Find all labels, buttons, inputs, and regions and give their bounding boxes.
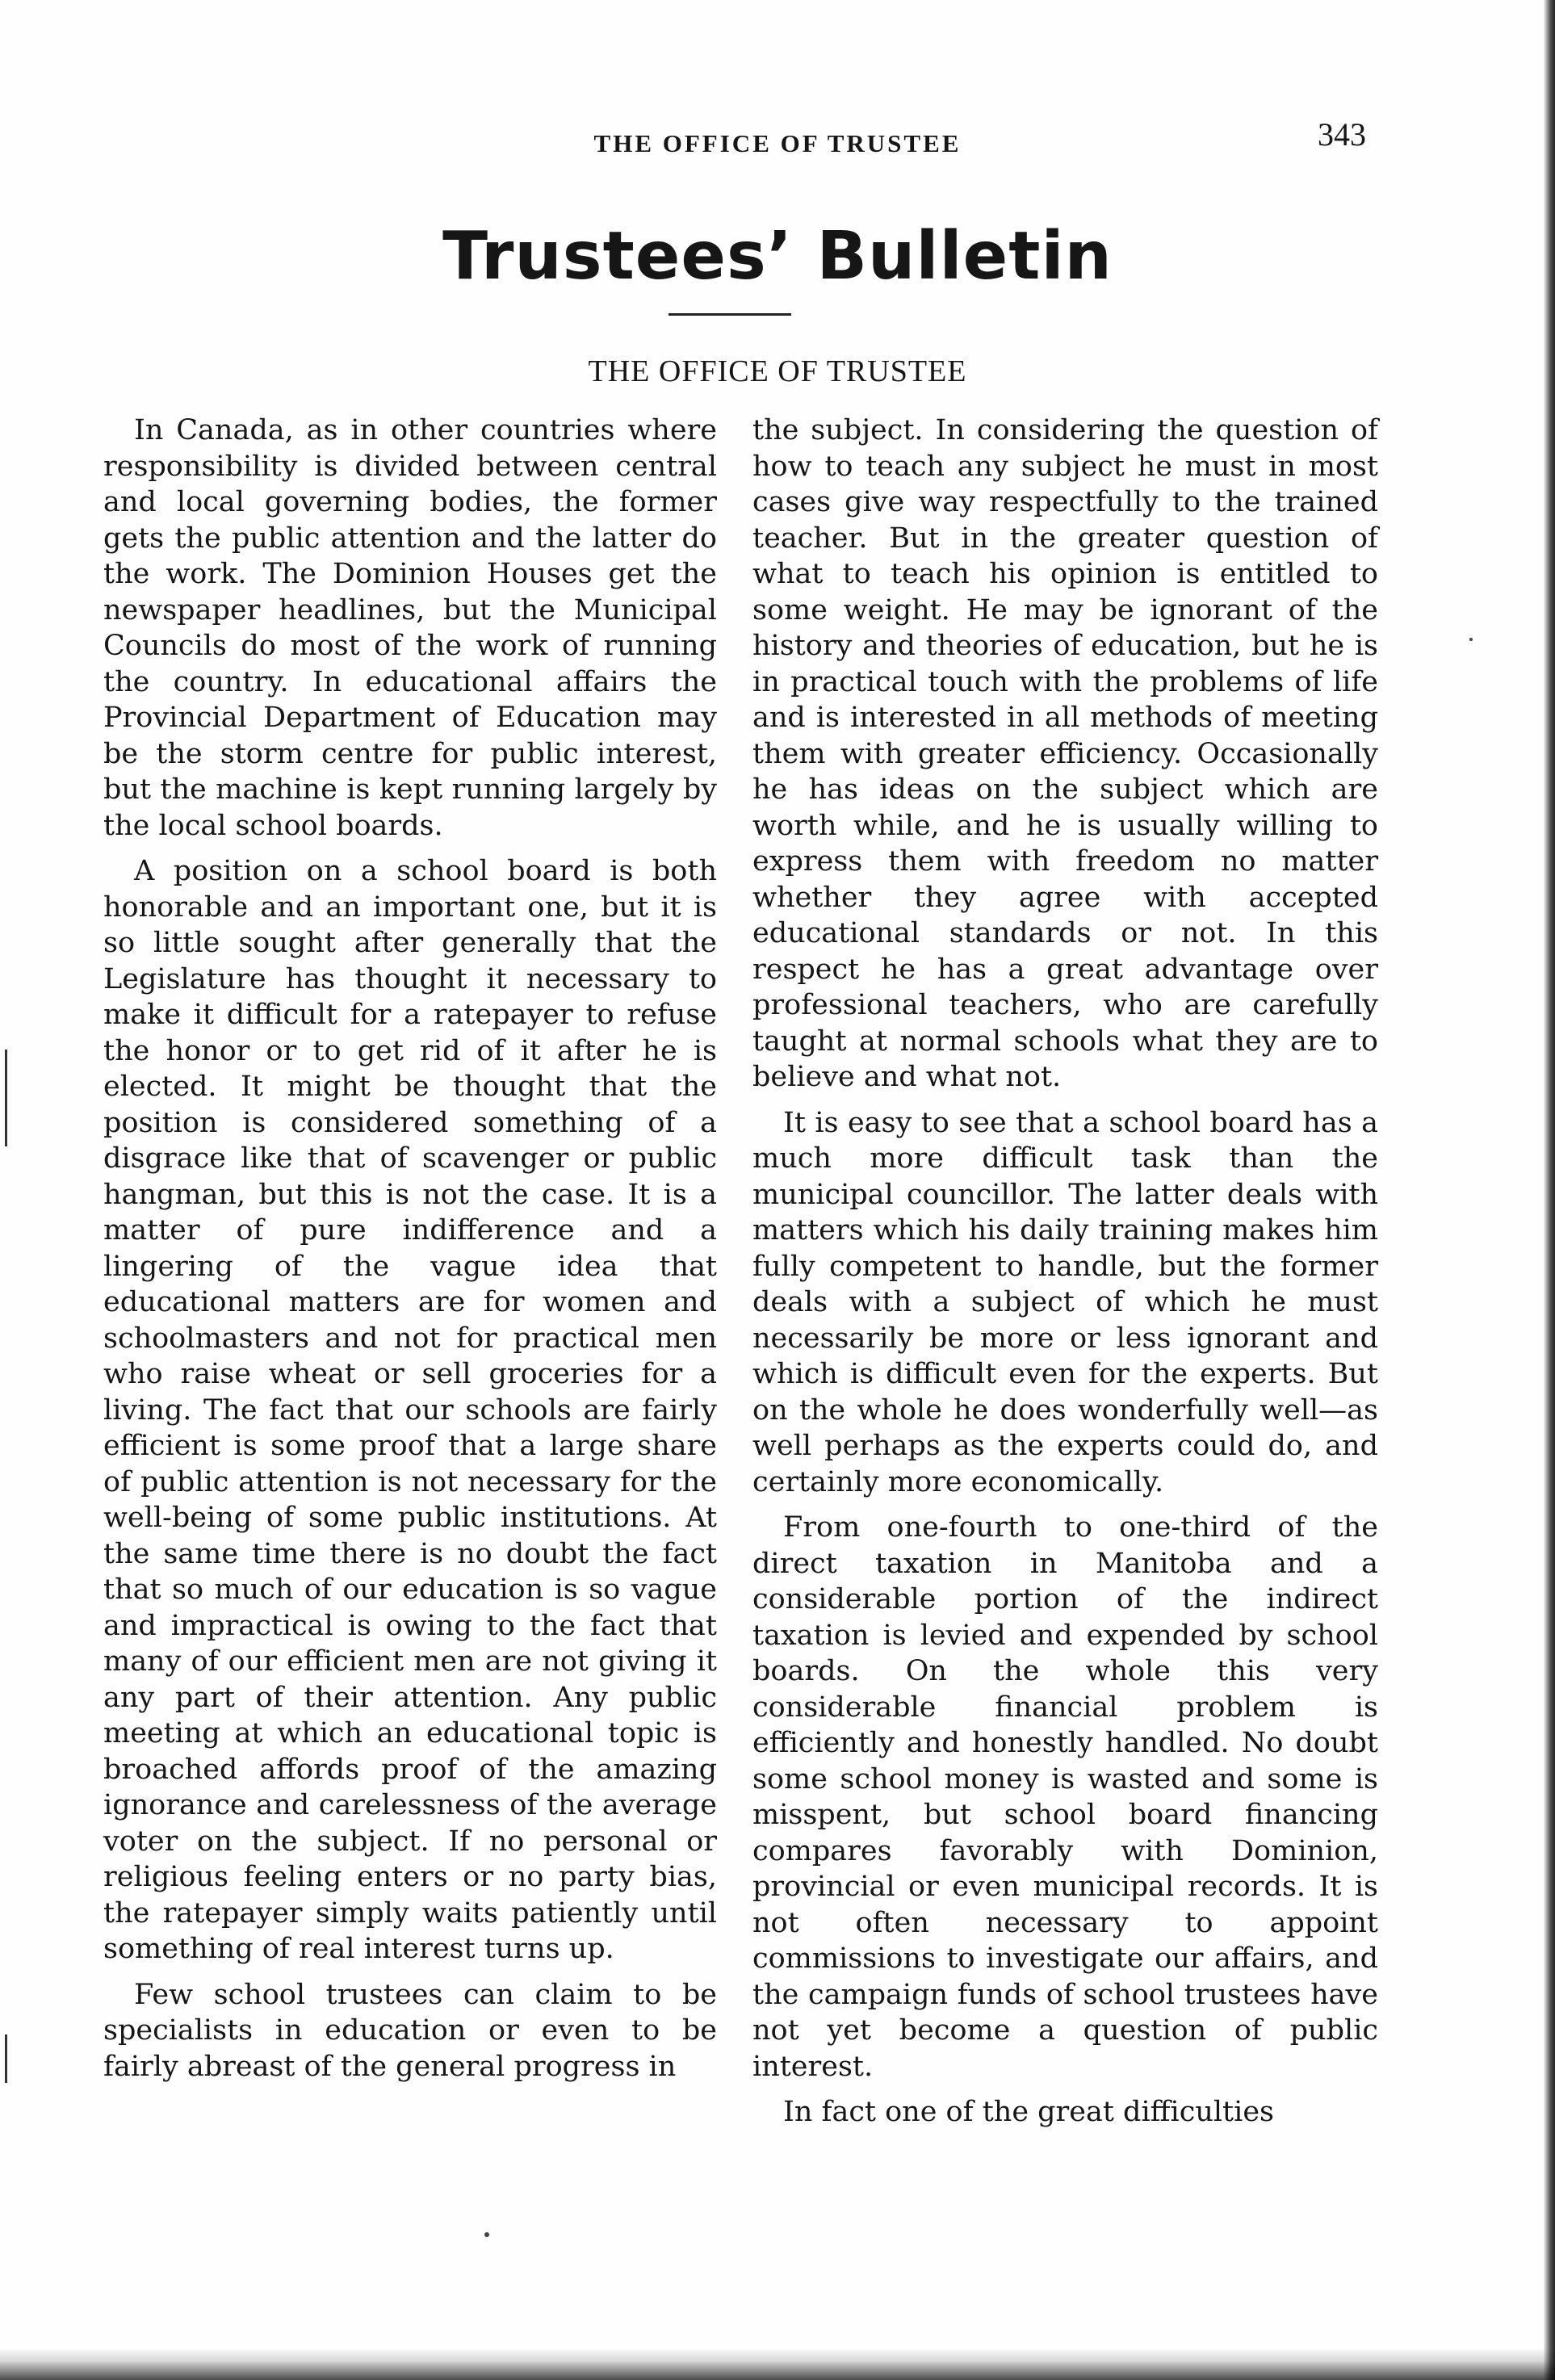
bulletin-title: Trustees’ Bulletin [442, 218, 1113, 295]
scan-speck [484, 2232, 489, 2237]
paragraph: In Canada, as in other countries where responsibility is divided between central and local governing bodies, the former gets the public attention and the latter do the work. The Dominion Houses get the newspaper headlines, but the Municipal Councils do most of the work of running the country. In educational affairs the Provincial Department of Education may be the storm centre for public interest, but the machine is kept running largely by the local school boards. [103, 414, 717, 842]
paragraph: It is easy to see that a school board has a much more difficult task than the municipal councillor. The latter deals with matters which his daily training makes him fully competent to handle, but the former deals with a subject of which he must necessarily be more or less ignorant and which is difficult even for the experts. But on the whole he does wonderfully well—as well perhaps as the experts could do, and certainly more economically. [752, 1106, 1378, 1498]
scan-bottom-shadow [0, 2348, 1555, 2380]
paragraph: A position on a school board is both honorable and an important one, but it is so little sought after generally that the Legislature has thought it necessary to make it difficult for a ratepayer to refuse the honor or to get rid of it after he is elected. It might be thought that the position is considered something of a disgrace like that of scavenger or public hangman, but this is not the case. It is a matter of pure indifference and a lingering of the vague idea that educational matters are for women and schoolmasters and not for practical men who raise wheat or sell groceries for a living. The fact that our schools are fairly efficient is some proof that a large share of public attention is not necessary for the well-being of some public institutions. At the same time there is no doubt the fact that so much of our education is so vague and impractical is owing to the fact that many of our efficient men are not giving it any part of their attention. Any public meeting at which an educational topic is broached affords proof of the amazing ignorance and carelessness of the average voter on the subject. If no personal or religious feeling enters or no party bias, the ratepayer simply waits patiently until something of real interest turns up. [103, 855, 717, 1965]
page-number: 343 [1318, 116, 1366, 153]
article-title: THE OFFICE OF TRUSTEE [588, 354, 967, 388]
scan-left-mark [5, 2034, 7, 2083]
left-column [103, 413, 717, 2085]
scan-left-mark [5, 1050, 7, 1146]
title-rule [669, 313, 791, 316]
paragraph: In fact one of the great difficulties [783, 2096, 1274, 2128]
paragraph: Few school trustees can claim to be specialists in education or even to be fairly abreast of the general progress in [103, 1978, 717, 2083]
paragraph: From one-fourth to one-third of the direct taxation in Manitoba and a considerable portion of the indirect taxation is levied and expended by school boards. On the whole this very considerable financial problem is efficiently and honestly handled. No doubt some school money is wasted and some is misspent, but school board financing compares favorably with Dominion, provincial or even municipal records. It is not often necessary to appoint commissions to investigate our affairs, and the campaign funds of school trustees have not yet become a question of public interest. [752, 1511, 1378, 2083]
paragraph: the subject. In considering the question of how to teach any subject he must in most cases give way respectfully to the trained teacher. But in the greater question of what to teach his opinion is entitled to some weight. He may be ignorant of the history and theories of education, but he is in practical touch with the problems of life and is interested in all methods of meeting them with greater efficiency. Occasionally he has ideas on the subject which are worth while, and he is usually willing to express them with freedom no matter whether they agree with accepted educational standards or not. In this respect he has a great advantage over professional teachers, who are carefully taught at normal schools what they are to believe and what not. [752, 414, 1378, 1093]
scan-speck [1469, 638, 1473, 641]
right-column [752, 413, 1378, 2131]
running-head: THE OFFICE OF TRUSTEE [593, 129, 962, 157]
